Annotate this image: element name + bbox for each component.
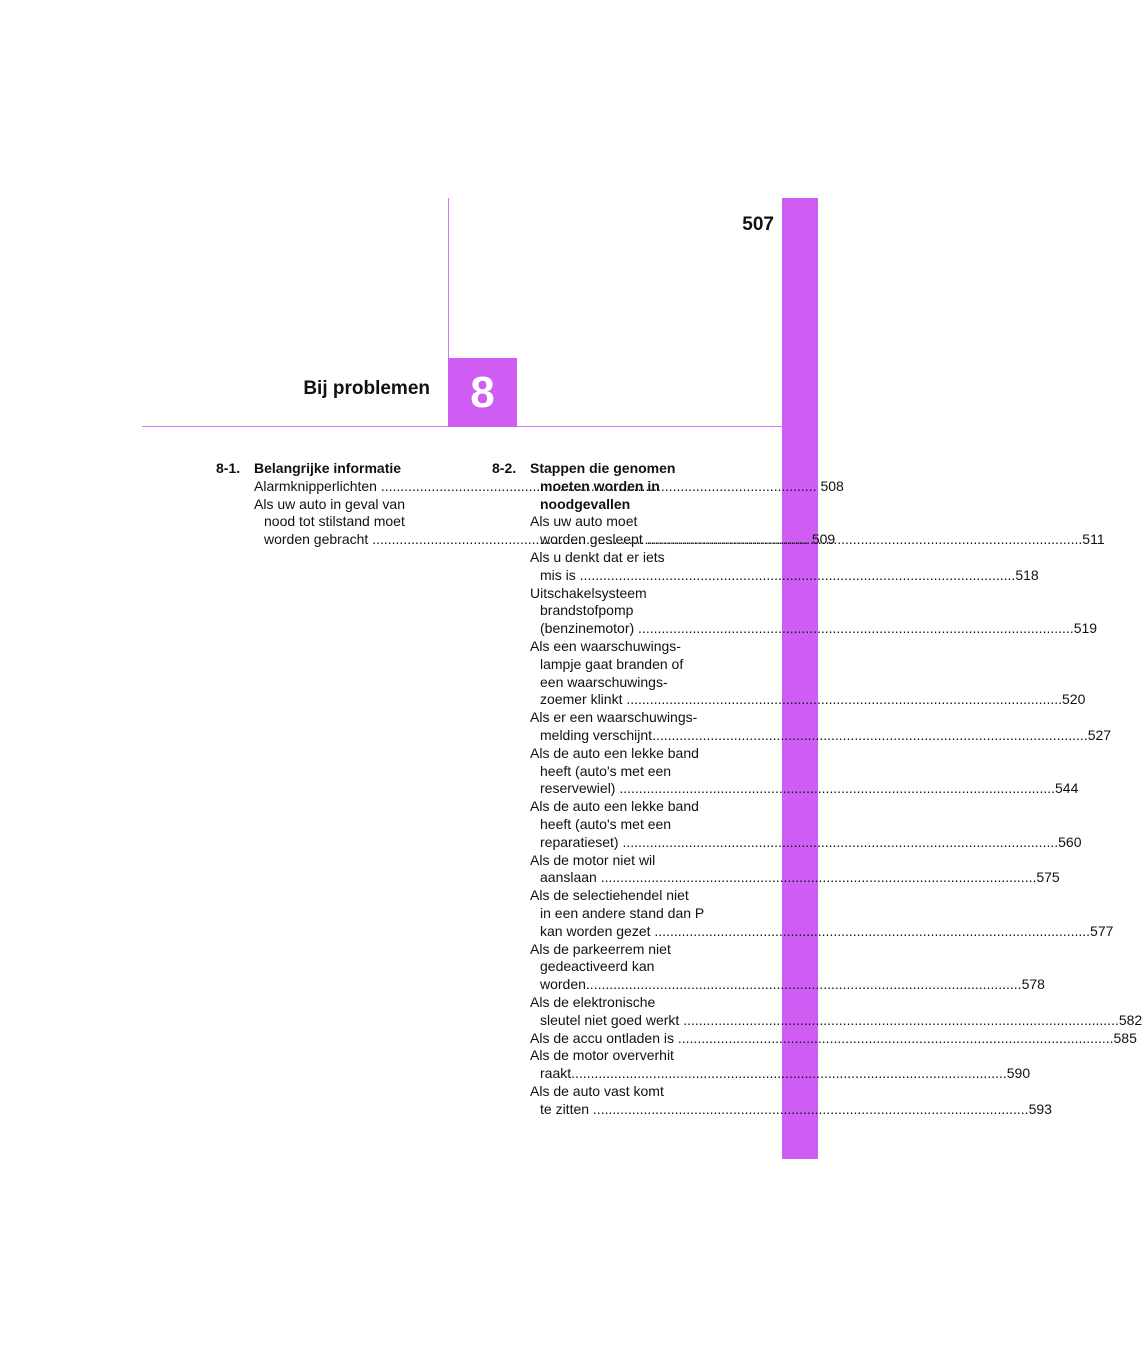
section-number: 8-1. (216, 460, 241, 476)
toc-entry-page: 575 (1036, 869, 1060, 886)
section-title-line: noodgevallen (540, 495, 631, 512)
toc-entry-text: (benzinemotor) (540, 620, 639, 637)
toc-entry-leader-line (530, 1011, 1142, 1030)
toc-entry-text: Als de motor oververhit (530, 1047, 674, 1064)
toc-entry-text: Als de motor niet wil (530, 851, 656, 868)
toc-entry[interactable] (530, 940, 1045, 994)
toc-entry-page: 585 (1113, 1029, 1137, 1046)
toc-entry-leader-line (530, 726, 1112, 745)
toc-entry[interactable] (530, 744, 1079, 798)
toc-entry-page: 544 (1055, 780, 1079, 797)
toc-entry-text: heeft (auto's met een (540, 815, 672, 832)
toc-entry-page: 577 (1090, 922, 1114, 939)
toc-entry[interactable] (530, 584, 1098, 638)
toc-entry-text: Als de parkeerrem niet (530, 940, 671, 957)
toc-entry[interactable] (530, 993, 1142, 1030)
dot-leader (626, 691, 1062, 707)
toc-entry-text: Als de accu ontladen is (530, 1029, 678, 1046)
dot-leader (622, 834, 1058, 850)
dot-leader (683, 1012, 1119, 1028)
toc-entry-page: 578 (1021, 976, 1045, 993)
toc-entry[interactable] (530, 637, 1086, 709)
toc-entry-leader-line (530, 1100, 1052, 1119)
toc-entry[interactable] (530, 1029, 1137, 1048)
toc-entry-text: Als uw auto in geval van (254, 495, 405, 512)
toc-entry-text: Als u denkt dat er iets (530, 548, 665, 565)
toc-entry-text: in een andere stand dan P (540, 904, 705, 921)
toc-entry-leader-line (530, 566, 1039, 585)
dot-leader (571, 1065, 1007, 1081)
chapter-number-box (448, 358, 517, 427)
dot-leader (580, 567, 1016, 583)
section-title-line: Belangrijke informatie (254, 460, 402, 476)
dot-leader (593, 1101, 1029, 1117)
toc-entry-leader-line (530, 869, 1060, 887)
header-vertical-rule (448, 198, 449, 358)
toc-entry-page: 519 (1073, 620, 1098, 637)
toc-entry[interactable] (530, 851, 1060, 888)
chapter-title: Bij problemen (303, 378, 430, 399)
toc-entry-leader-line (530, 976, 1045, 994)
toc-entry-text: aanslaan (540, 869, 601, 886)
toc-entry-text: een waarschuwings- (540, 673, 668, 690)
toc-entry-page: 508 (820, 477, 844, 494)
toc-entry-leader-line (530, 1065, 1031, 1083)
toc-entry[interactable] (530, 1047, 1031, 1083)
toc-entry-text: kan worden gezet (540, 922, 655, 939)
toc-entry-text: reservewiel) (540, 780, 620, 797)
section-number: 8-2. (492, 460, 517, 476)
toc-entry-page: 509 (811, 531, 836, 548)
toc-entry-text: melding verschijnt (540, 726, 653, 743)
dot-leader (619, 780, 1055, 796)
toc-entry[interactable] (530, 887, 1114, 940)
section-title-line: Stappen die genomen (530, 460, 676, 476)
dot-leader (652, 727, 1088, 743)
toc-entry-text: reparatieset) (540, 833, 623, 850)
toc-entry-leader-line (530, 1029, 1137, 1048)
toc-entry-text: Als de elektronische (530, 993, 656, 1010)
toc-entry-text: Als de auto een lekke band (530, 744, 699, 761)
toc-entry-page: 520 (1062, 691, 1086, 708)
toc-entry-text: Als er een waarschuwings- (530, 709, 698, 726)
dot-leader (638, 620, 1074, 636)
toc-entry-page: 560 (1058, 833, 1082, 850)
section-title-line: moeten worden in (540, 477, 660, 494)
toc-entry-text: gedeactiveerd kan (540, 958, 655, 975)
toc-entry-page: 527 (1087, 726, 1112, 743)
toc-entry-leader-line (530, 833, 1082, 852)
toc-entry-text: Als een waarschuwings- (530, 637, 681, 654)
toc-entry-page: 593 (1028, 1100, 1052, 1117)
toc-entry-text: Uitschakelsysteem (530, 584, 647, 601)
toc-entry[interactable] (530, 1082, 1052, 1119)
toc-entry-leader-line (530, 620, 1098, 638)
toc-entry-text: sleutel niet goed werkt (540, 1011, 684, 1028)
dot-leader (654, 923, 1090, 939)
dot-leader (601, 869, 1037, 885)
toc-entry-text: Als uw auto moet (530, 513, 638, 530)
toc-entry[interactable] (530, 709, 1112, 745)
section-title (254, 460, 466, 478)
dot-leader (586, 976, 1022, 992)
toc-entry-page: 518 (1015, 566, 1039, 583)
toc-entry-text: te zitten (540, 1100, 593, 1117)
toc-entry-text: raakt (540, 1065, 572, 1082)
chapter-number: 8 (470, 367, 495, 417)
toc-entry-text: nood tot stilstand moet (264, 513, 405, 530)
toc-entry-text: brandstofpomp (540, 602, 634, 619)
page-number: 507 (742, 214, 774, 235)
toc-entry-page: 582 (1118, 1011, 1142, 1028)
toc-entry-leader-line (530, 922, 1114, 941)
toc-entry-text: lampje gaat branden of (540, 655, 684, 672)
toc-entry[interactable] (530, 548, 1039, 585)
toc-entry-text: worden gesleept (540, 531, 647, 548)
dot-leader (647, 531, 1083, 547)
section-title (530, 460, 740, 513)
dot-leader (678, 1030, 1114, 1046)
toc-entry[interactable] (530, 798, 1082, 851)
toc-entry-page: 511 (1082, 531, 1105, 548)
toc-entry-leader-line (530, 691, 1086, 709)
toc-entry-text: zoemer klinkt (540, 691, 627, 708)
toc-entry-leader-line (530, 780, 1079, 798)
toc-entry-text: Als de auto vast komt (530, 1082, 664, 1099)
toc-entry-text: Alarmknipperlichten (254, 477, 381, 494)
toc-entry-text: Als de auto een lekke band (530, 798, 699, 815)
toc-entry-text: worden gebracht (264, 531, 373, 548)
toc-entry-text: worden (540, 976, 586, 993)
toc-entry-text: heeft (auto's met een (540, 762, 672, 779)
toc-entry-page: 590 (1006, 1065, 1031, 1082)
toc-entry-text: mis is (540, 566, 580, 583)
toc-entry-text: Als de selectiehendel niet (530, 887, 689, 904)
